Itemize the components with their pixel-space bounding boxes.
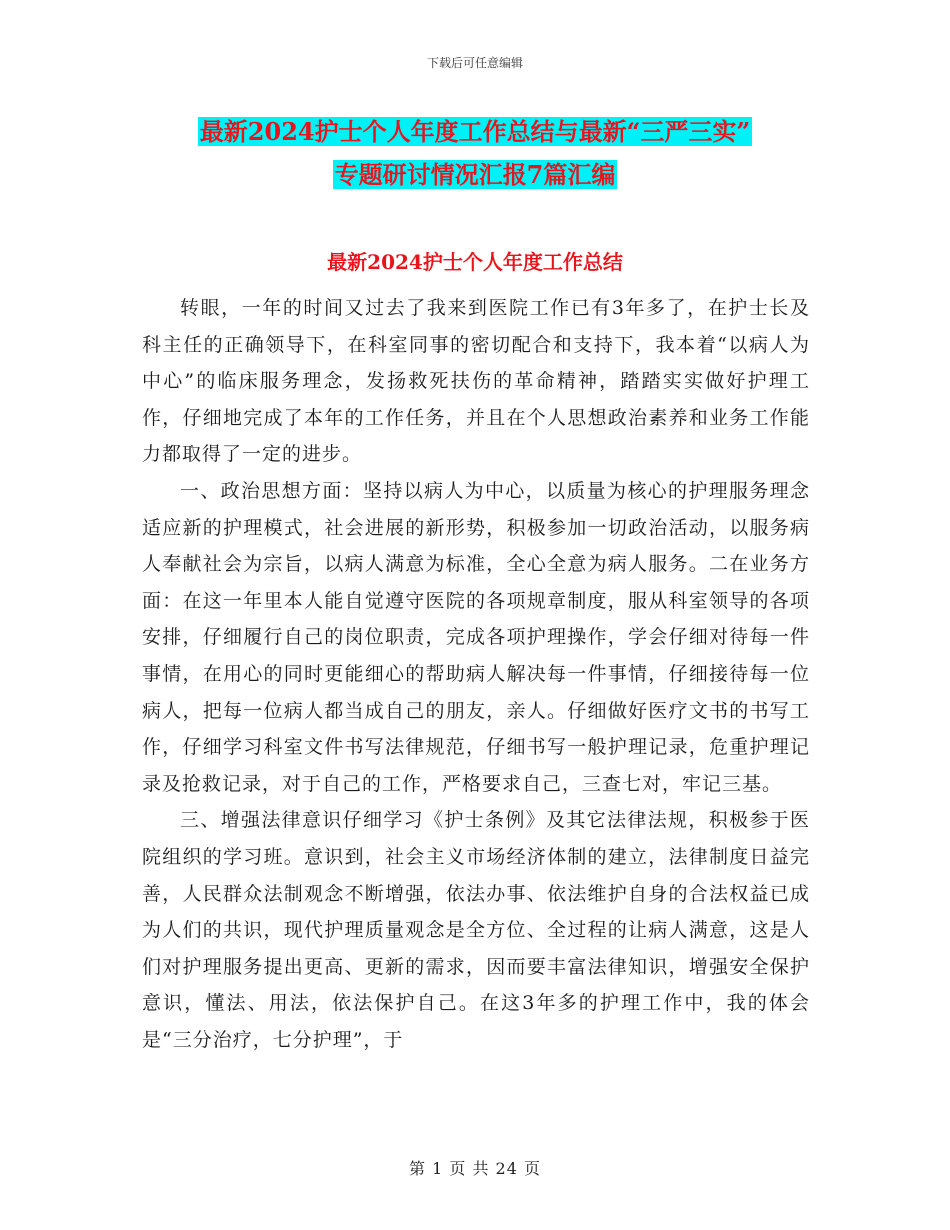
title-highlight-1: 最新2024护士个人年度工作总结与最新“三严三实” bbox=[199, 117, 751, 146]
document-title-line-2 bbox=[0, 155, 950, 195]
document-title-line-1 bbox=[0, 112, 950, 152]
page-footer: 第 1 页 共 24 页 bbox=[409, 1159, 541, 1178]
body-paragraph: 三、增强法律意识仔细学习《护士条例》及其它法律法规，积极参于医院组织的学习班。意识到，社会主义市场经济体制的建立，法律制度日益完善，人民群众法制观念不断增强，依法办事、依法维护自身的合法权益已成为人们的共识，现代护理质量观念是全方位、全过程的让病人满意，这是人们对护理服务提出更高、更新的需求，因而要丰富法律知识，增强安全保护意识，懂法、用法，依法保护自己。在这3年多的护理工作中，我的体会是“三分治疗，七分护理”，于 bbox=[142, 809, 810, 1051]
body-paragraph: 一、政治思想方面：坚持以病人为中心，以质量为核心的护理服务理念适应新的护理模式，社会进展的新形势，积极参加一切政治活动，以服务病人奉献社会为宗旨，以病人满意为标准，全心全意为病人服务。二在业务方面：在这一年里本人能自觉遵守医院的各项规章制度，服从科室领导的各项安排，仔细履行自己的岗位职责，完成各项护理操作，学会仔细对待每一件事情，在用心的同时更能细心的帮助病人解决每一件事情，仔细接待每一位病人，把每一位病人都当成自己的朋友，亲人。仔细做好医疗文书的书写工作，仔细学习科室文件书写法律规范，仔细书写一般护理记录，危重护理记录及抢救记录，对于自己的工作，严格要求自己，三查七对，牢记三基。 bbox=[142, 479, 810, 795]
section-heading: 最新2024护士个人年度工作总结 bbox=[327, 250, 623, 274]
title-highlight-2: 专题研讨情况汇报7篇汇编 bbox=[334, 160, 616, 189]
document-body bbox=[142, 290, 810, 1058]
header-note: 下载后可任意编辑 bbox=[426, 56, 523, 70]
body-paragraph: 转眼，一年的时间又过去了我来到医院工作已有3年多了，在护士长及科主任的正确领导下，在科室同事的密切配合和支持下，我本着“以病人为中心”的临床服务理念，发扬救死扶伤的革命精神，踏踏实实做好护理工作，仔细地完成了本年的工作任务，并且在个人思想政治素养和业务工作能力都取得了一定的进步。 bbox=[142, 297, 810, 466]
